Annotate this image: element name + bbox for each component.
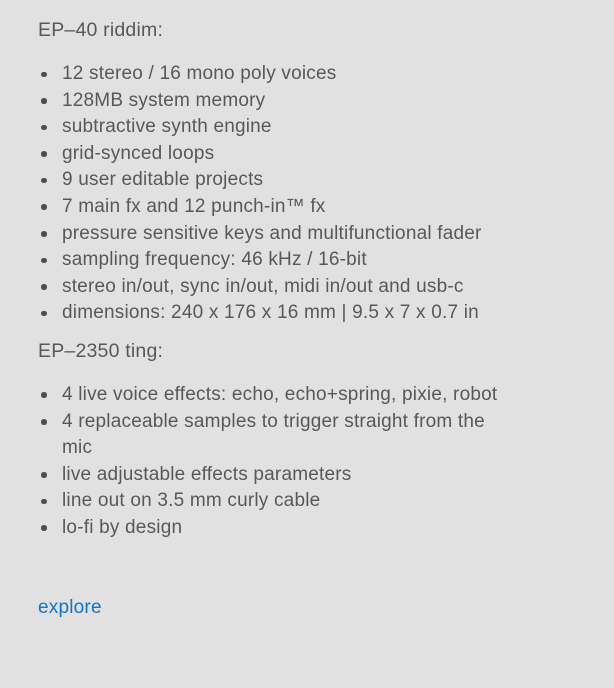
list-item-text: 4 live voice effects: echo, echo+spring, pixie, robot	[62, 383, 498, 405]
list-item-text: 12 stereo / 16 mono poly voices	[62, 63, 337, 84]
section-heading-ep40: EP–40 riddim:	[38, 19, 164, 41]
bullet-icon	[41, 472, 47, 478]
list-item	[38, 247, 502, 274]
bullet-icon	[41, 525, 47, 531]
bullet-icon	[41, 204, 47, 210]
list-item-text: 128MB system memory	[62, 89, 266, 111]
explore-link[interactable]: explore	[38, 596, 102, 618]
list-item	[38, 409, 502, 462]
section-ep40	[38, 17, 590, 327]
list-item	[38, 141, 502, 168]
list-item	[38, 114, 502, 141]
spec-list-ep2350	[38, 382, 502, 542]
list-item	[38, 488, 502, 515]
bullet-icon	[41, 178, 47, 184]
list-item-text: stereo in/out, sync in/out, midi in/out and usb-c	[62, 275, 464, 297]
bullet-icon	[41, 392, 47, 398]
bullet-icon	[41, 151, 47, 157]
list-item-text: grid-synced loops	[62, 142, 215, 164]
bullet-icon	[41, 231, 47, 237]
list-item	[38, 221, 502, 248]
spec-list-ep40	[38, 61, 502, 327]
list-item-text: sampling frequency: 46 kHz / 16-bit	[62, 249, 367, 271]
list-item-text: line out on 3.5 mm curly cable	[62, 490, 321, 512]
list-item	[38, 274, 502, 301]
list-item-text: live adjustable effects parameters	[62, 463, 352, 485]
bullet-icon	[41, 311, 47, 317]
bullet-icon	[41, 419, 47, 425]
bullet-icon	[41, 98, 47, 104]
list-item-text: dimensions: 240 x 176 x 16 mm | 9.5 x 7 x 0.7 in	[62, 302, 479, 324]
bullet-icon	[41, 125, 47, 131]
bullet-icon	[41, 499, 47, 505]
list-item-text: subtractive synth engine	[62, 116, 272, 138]
bullet-icon	[41, 284, 47, 290]
list-item	[38, 194, 502, 221]
list-item-text: 7 main fx and 12 punch-in™ fx	[62, 195, 326, 217]
list-item	[38, 382, 502, 409]
list-item-text: 4 replaceable samples to trigger straight from the mic	[62, 410, 485, 459]
bullet-icon	[41, 258, 47, 264]
list-item-text: 9 user editable projects	[62, 169, 264, 191]
bullet-icon	[41, 72, 47, 78]
list-item-text: lo-fi by design	[62, 516, 183, 538]
section-ep2350	[38, 338, 590, 542]
list-item-text: pressure sensitive keys and multifunctional fader	[62, 222, 482, 244]
list-item	[38, 300, 502, 327]
section-heading-ep2350: EP–2350 ting:	[38, 339, 164, 362]
list-item	[38, 167, 502, 194]
list-item	[38, 88, 502, 115]
list-item	[38, 515, 502, 542]
list-item	[38, 61, 502, 88]
list-item	[38, 462, 502, 489]
